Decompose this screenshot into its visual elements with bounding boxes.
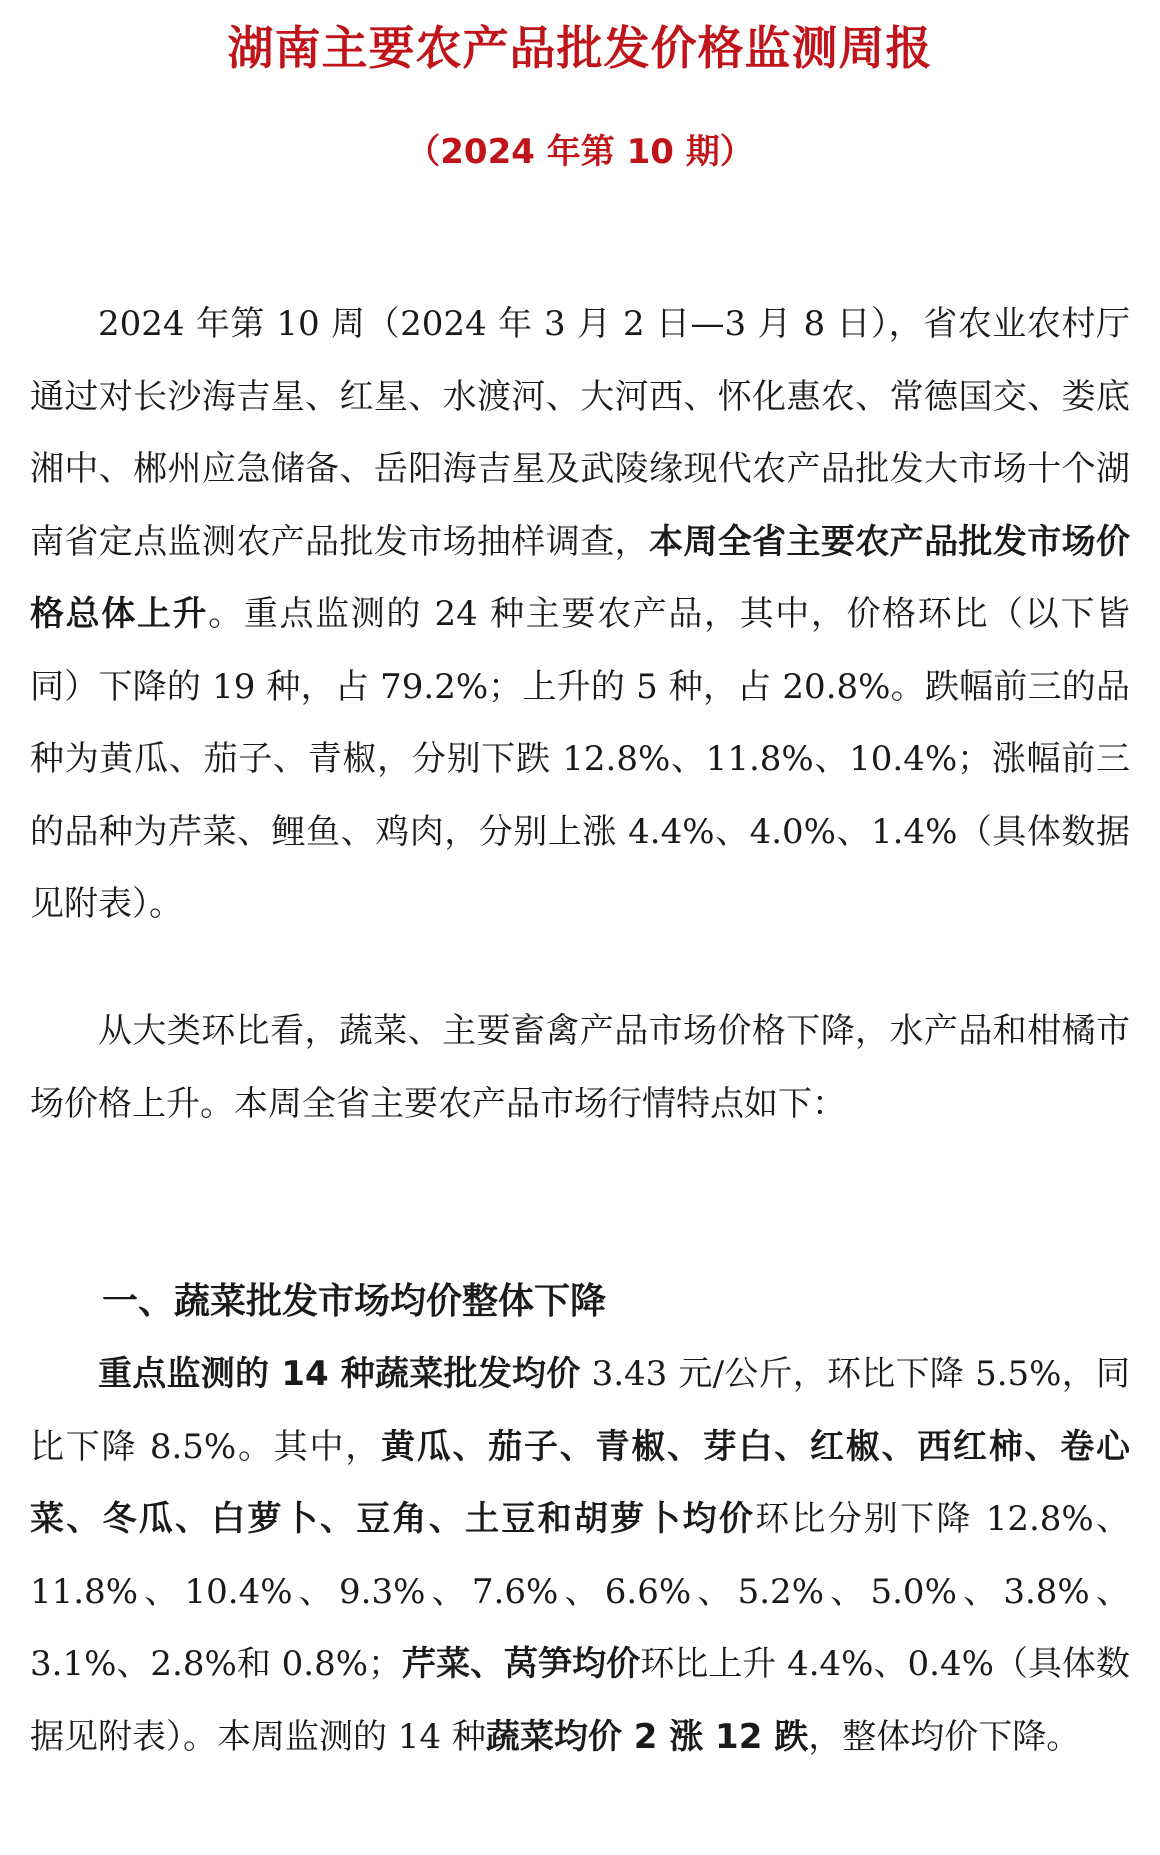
intro-text-a: 2024 年第 10 周（2024 年 3 月 2 日—3 月 8 日），省农业农村厅通过对长沙海吉星、红星、水渡河、大河西、怀化惠农、常德国交、娄底湘中、郴州应急储备、岳阳海吉星及武陵缘现代农产品批发大市场十个湖南省定点监测农产品批发市场抽样调查， [30, 304, 1130, 562]
vegetables-paragraph [30, 1338, 1130, 1773]
category-summary-paragraph [30, 995, 1130, 1140]
veg-text-a: 重点监测的 14 种蔬菜批发均价 [98, 1354, 581, 1394]
veg-text-e: 芹菜、莴笋均价 [402, 1644, 641, 1684]
intro-text-c: 。重点监测的 24 种主要农产品，其中，价格环比（以下皆同）下降的 19 种，占 79.2%；上升的 5 种，占 20.8%。跌幅前三的品种为黄瓜、茄子、青椒，分别下跌 12.8%、11.8%、10.4%；涨幅前三的品种为芹菜、鲤鱼、鸡肉，分别上涨 4.4%、4.0%、1.4%（具体数据见附表）。 [30, 594, 1130, 924]
report-title: 湖南主要农产品批发价格监测周报 [227, 21, 933, 75]
category-summary-text: 从大类环比看，蔬菜、主要畜禽产品市场价格下降，水产品和柑橘市场价格上升。本周全省主要农产品市场行情特点如下： [30, 1011, 1130, 1124]
veg-text-g: 蔬菜均价 2 涨 12 跌 [485, 1716, 809, 1757]
veg-text-d: 环比分别下降 12.8%、11.8%、10.4%、9.3%、7.6%、6.6%、5.2%、5.0%、3.8%、3.1%、2.8%和 0.8%； [30, 1499, 1130, 1684]
intro-highlight: 本周全省主要农产品批发市场价格总体上升 [30, 521, 1131, 634]
veg-text-h: ，整体均价下降。 [808, 1716, 1081, 1757]
veg-text-b: 3.43 元/公斤，环比下降 5.5%，同比下降 8.5%。其中， [30, 1354, 1130, 1467]
report-issue: （2024 年第 10 期） [406, 132, 754, 172]
section-heading-vegetables: 一、蔬菜批发市场均价整体下降 [102, 1281, 607, 1322]
intro-paragraph [30, 288, 1130, 941]
veg-text-f: 环比上升 4.4%、0.4%（具体数据见附表）。本周监测的 14 种 [30, 1644, 1130, 1757]
veg-text-c: 黄瓜、茄子、青椒、芽白、红椒、西红柿、卷心菜、冬瓜、白萝卜、豆角、土豆和胡萝卜均价 [30, 1426, 1131, 1539]
